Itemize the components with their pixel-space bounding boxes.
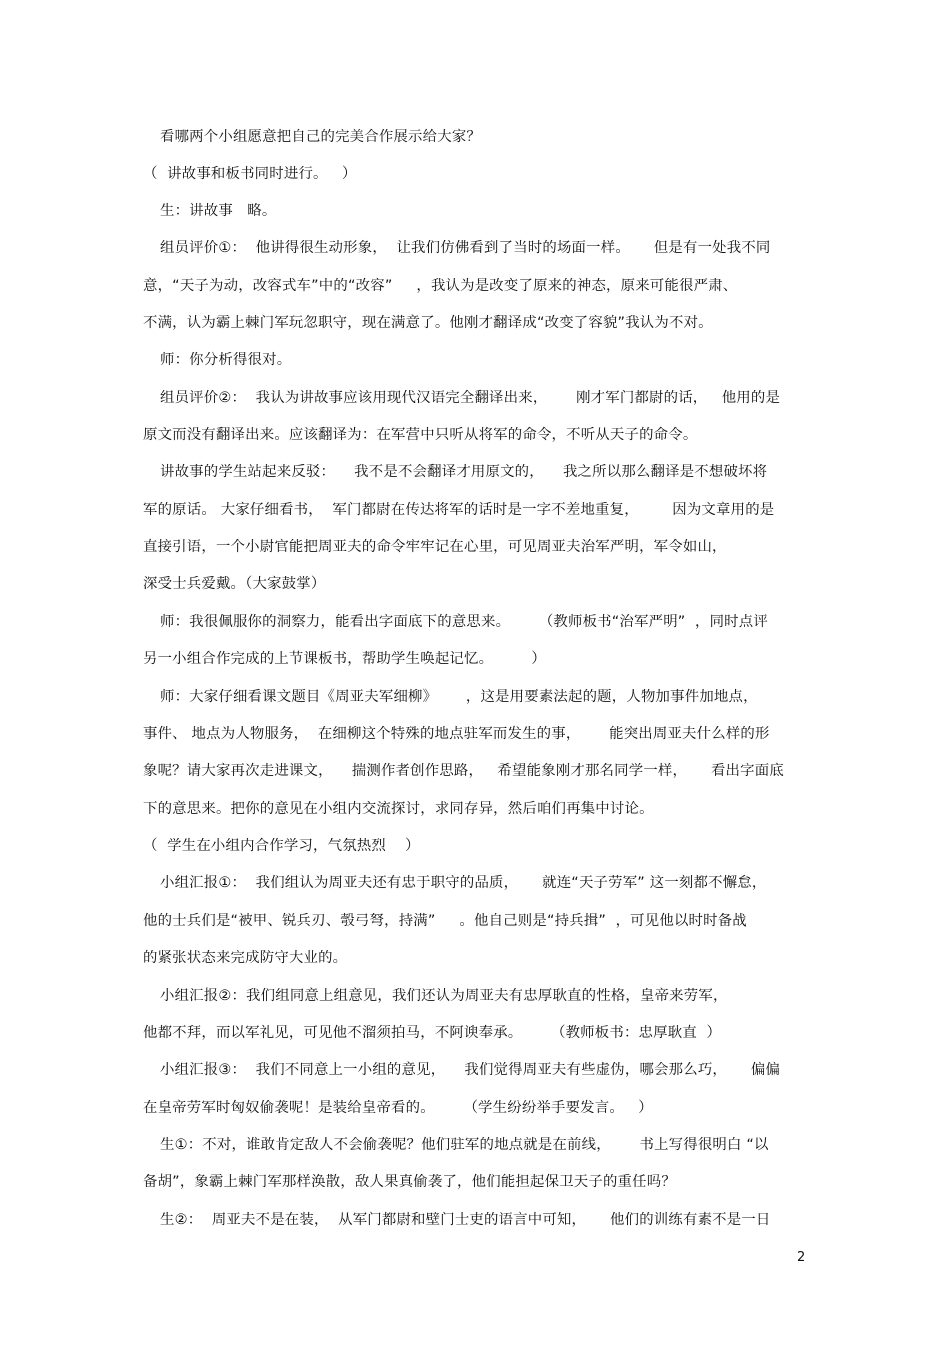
line-21: 小组汇报①： 我们组认为周亚夫还有忠于职守的品质， 就连“天子劳军” 这一刻都不懈怠， — [160, 875, 767, 891]
line-7: 师：你分析得很对。 — [160, 352, 292, 368]
line-13: 深受士兵爱戴。（大家鼓掌） — [143, 576, 326, 592]
line-4: 组员评价①： 他讲得很生动形象， 让我们仿佛看到了当时的场面一样。 但是有一处我不同 — [160, 240, 771, 256]
line-18: 象呢？请大家再次走进课文， 揣测作者创作思路， 希望能象刚才那名同学一样， 看出字面底 — [143, 763, 784, 779]
line-20: （ 学生在小组内合作学习，气氛热烈 ） — [143, 838, 420, 854]
line-3: 生：讲故事 略。 — [160, 203, 277, 219]
line-26: 小组汇报③： 我们不同意上一小组的意见， 我们觉得周亚夫有些虚伪，哪会那么巧， 偏偏 — [160, 1062, 781, 1078]
line-22: 他的士兵们是“被甲、锐兵刃、彀弓弩，持满” 。他自己则是“持兵揖” ，可见他以时时备战 — [143, 913, 747, 929]
line-9: 原文而没有翻译出来。应该翻译为：在军营中只听从将军的命令，不听从天子的命令。 — [143, 427, 698, 443]
line-10: 讲故事的学生站起来反驳： 我不是不会翻译才用原文的， 我之所以那么翻译是不想破坏将 — [160, 464, 768, 480]
line-17: 事件、 地点为人物服务， 在细柳这个特殊的地点驻军而发生的事， 能突出周亚夫什么样的形 — [143, 726, 770, 742]
line-12: 直接引语，一个小尉官能把周亚夫的命令牢牢记在心里，可见周亚夫治军严明，军令如山， — [143, 539, 727, 555]
line-23: 的紧张状态来完成防守大业的。 — [143, 950, 348, 966]
line-2: （ 讲故事和板书同时进行。 ） — [143, 166, 357, 182]
line-1: 看哪两个小组愿意把自己的完美合作展示给大家？ — [160, 129, 481, 145]
line-29: 备胡”，象霸上棘门军那样涣散，敌人果真偷袭了，他们能担起保卫天子的重任吗？ — [143, 1174, 676, 1190]
page-number: 2 — [797, 1250, 806, 1265]
line-28: 生①：不对，谁敢肯定敌人不会偷袭呢？他们驻军的地点就是在前线， 书上写得很明白 “以 — [160, 1137, 769, 1153]
line-8: 组员评价②： 我认为讲故事应该用现代汉语完全翻译出来， 刚才军门都尉的话， 他用的是 — [160, 390, 781, 406]
line-24: 小组汇报②：我们组同意上组意见，我们还认为周亚夫有忠厚耿直的性格，皇帝来劳军， — [160, 988, 728, 1004]
line-15: 另一小组合作完成的上节课板书，帮助学生唤起记忆。 ） — [143, 651, 546, 667]
line-19: 下的意思来。把你的意见在小组内交流探讨，求同存异，然后咱们再集中讨论。 — [143, 801, 654, 817]
line-11: 军的原话。 大家仔细看书， 军门都尉在传达将军的话时是一字不差地重复， 因为文章用的是 — [143, 502, 775, 518]
line-27: 在皇帝劳军时匈奴偷袭呢！是装给皇帝看的。 （学生纷纷举手要发言。 ） — [143, 1100, 653, 1116]
line-25: 他都不拜，而以军礼见，可见他不溜须拍马，不阿谀奉承。 （教师板书：忠厚耿直 ） — [143, 1025, 722, 1041]
line-14: 师：我很佩服你的洞察力，能看出字面底下的意思来。 （教师板书“治军严明” ，同时点评 — [160, 614, 768, 630]
line-6: 不满，认为霸上棘门军玩忽职守，现在满意了。他刚才翻译成“改变了容貌”我认为不对。 — [143, 315, 713, 331]
line-16: 师：大家仔细看课文题目《周亚夫军细柳》 ，这是用要素法起的题，人物加事件加地点， — [160, 689, 758, 705]
line-30: 生②： 周亚夫不是在装， 从军门都尉和壁门士吏的语言中可知， 他们的训练有素不是一日 — [160, 1212, 771, 1228]
line-5: 意，“天子为动，改容式车”中的“改容” ，我认为是改变了原来的神态，原来可能很严肃、 — [143, 278, 738, 294]
